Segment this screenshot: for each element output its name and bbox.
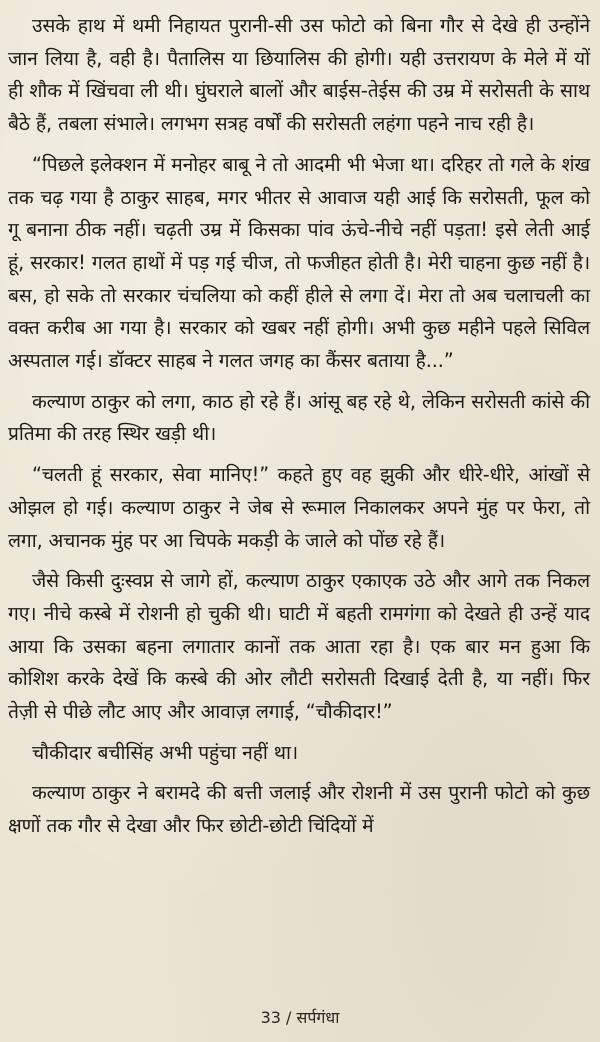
paragraph-2: “पिछले इलेक्शन में मनोहर बाबू ने तो आदमी भी भेजा था। दरिहर तो गले के शंख तक चढ़ गया है ठाकुर साहब, मगर भीतर से आवाज यही आई कि सरोसती, फूल को गू बनाना ठीक नहीं। चढ़ती उम्र में किसका पांव ऊंचे-नीचे नहीं पड़ता! इसे लेती आई हूं, सरकार! गलत हाथों में पड़ गई चीज, तो फजीहत होती है। मेरी चाहना कुछ नहीं है। बस, हो सके तो सरकार चंचलिया को कहीं हीले से लगा दें। मेरा तो अब चलाचली का वक्त करीब आ गया है। सरकार को खबर नहीं होगी। अभी कुछ महीने पहले सिविल अस्पताल गई। डॉक्टर साहब ने गलत जगह का कैंसर बताया है...” bbox=[8, 152, 590, 373]
paragraph-5: जैसे किसी दुःस्वप्न से जागे हों, कल्याण ठाकुर एकाएक उठे और आगे तक निकल गए। नीचे कस्बे में रोशनी हो चुकी थी। घाटी में बहती रामगंगा को देखते ही उन्हें याद आया कि उसका बहना लगातार कानों तक आता रहा है। एक बार मन हुआ कि कोशिश करके देखें कि कस्बे की ओर लौटी सरोसती दिखाई देती है, या नहीं। फिर तेज़ी से पीछे लौट आए और आवाज़ लगाई, “चौकीदार!” bbox=[8, 569, 590, 724]
body-text bbox=[8, 10, 590, 843]
page-number-label: 33 / सर्पगंधा bbox=[260, 1008, 340, 1027]
paragraph-4: “चलती हूं सरकार, सेवा मानिए!” कहते हुए वह झुकी और धीरे-धीरे, आंखों से ओझल हो गई। कल्याण ठाकुर ने जेब से रूमाल निकालकर अपने मुंह पर फेरा, तो लगा, अचानक मुंह पर आ चिपके मकड़ी के जाले को पोंछ रहे हैं। bbox=[8, 463, 590, 552]
paragraph-1: उसके हाथ में थमी निहायत पुरानी-सी उस फोटो को बिना गौर से देखे ही उन्होंने जान लिया है, वही है। पैतालिस या छियालिस की होगी। यही उत्तरायण के मेले में यों ही शौक में खिंचवा ली थी। घुंघराले बालों और बाईस-तेईस की उम्र में सरोसती के साथ बैठे हैं, तबला संभाले। लगभग सत्रह वर्षों की सरोसती लहंगा पहने नाच रही है। bbox=[8, 14, 590, 136]
paragraph-3: कल्याण ठाकुर को लगा, काठ हो रहे हैं। आंसू बह रहे थे, लेकिन सरोसती कांसे की प्रतिमा की तरह स्थिर खड़ी थी। bbox=[8, 389, 590, 446]
page-footer bbox=[0, 1006, 600, 1028]
paragraph-6: चौकीदार बचीसिंह अभी पहुंचा नहीं था। bbox=[32, 740, 299, 764]
paragraph-7: कल्याण ठाकुर ने बरामदे की बत्ती जलाई और रोशनी में उस पुरानी फोटो को कुछ क्षणों तक गौर से देखा और फिर छोटी-छोटी चिंदियों में bbox=[8, 781, 590, 838]
